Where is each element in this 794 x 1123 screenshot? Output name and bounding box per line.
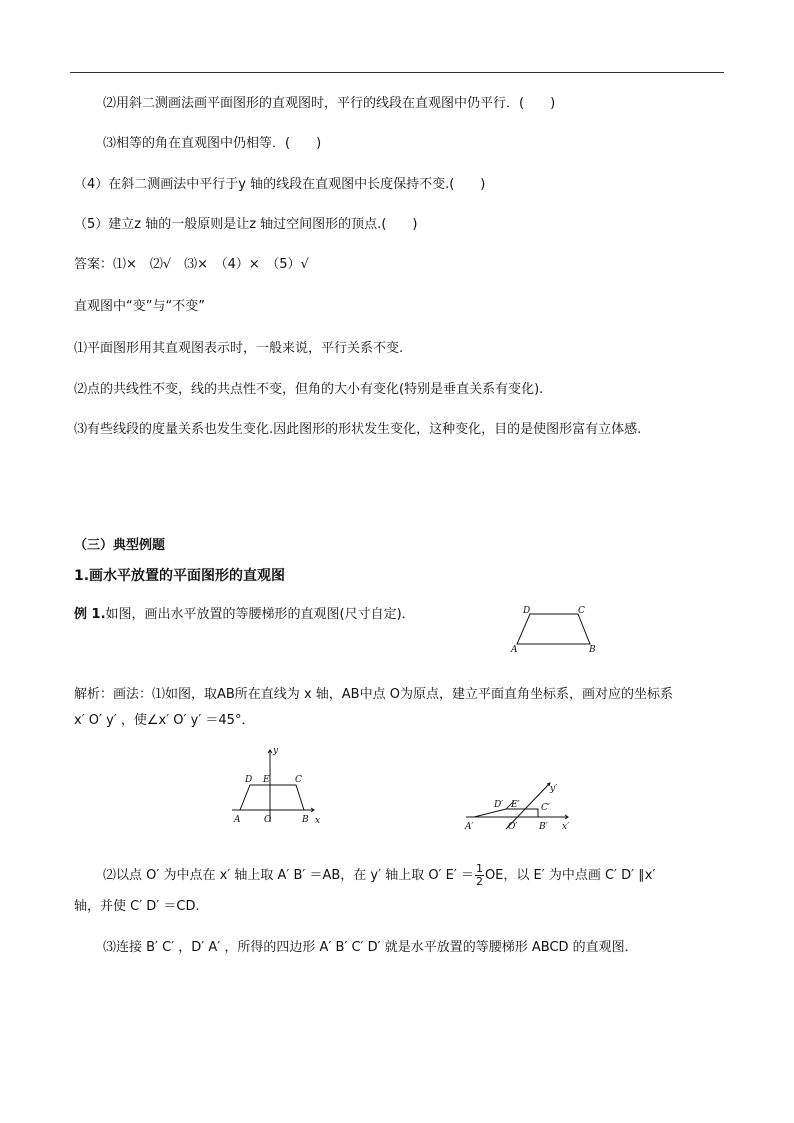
label-A-prime: A′ [465,822,474,832]
quad-A-B-C-D-prime [474,809,538,817]
label-E: E [263,775,270,785]
label-C: C [295,775,302,785]
label-y: y [273,746,279,756]
trapezoid-ABCD [240,785,304,810]
step2-text-b: OE，以 E′ 为中点画 C′ D′ ∥x′ [484,868,656,883]
fraction-one-half [475,863,484,888]
solution-line2: x′ O′ y′ ，使∠x′ O′ y′ ＝45°． [74,713,255,728]
section-subtitle: 1.画水平放置的平面图形的直观图 [74,568,286,584]
example-1 [74,606,415,624]
exercise-q4: （4）在斜二测画法中平行于y 轴的线段在直观图中长度保持不变.( ) [74,177,486,192]
label-D: D [523,606,531,616]
label-O: O [264,815,272,825]
oblique-figure [462,777,580,832]
exercise-q5: （5）建立z 轴的一般原则是让z 轴过空间图形的顶点.( ) [74,217,418,232]
label-x: x [315,816,321,826]
summary-p3: ⑶有些线段的度量关系也发生变化.因此图形的形状发生变化，这种变化，目的是使图形富有立体感. [74,422,642,437]
label-D-prime: D′ [494,800,504,810]
label-y-prime: y′ [550,784,558,794]
label-B: B [302,815,309,825]
label-D: D [245,775,253,785]
summary-heading: 直观图中“变”与“不变” [74,299,205,314]
label-C-prime: C′ [541,803,550,813]
trapezoid-shape [517,614,590,644]
section-title: （三）典型例题 [74,538,166,553]
example-text: 如图，画出水平放置的等腰梯形的直观图(尺寸自定)． [105,607,415,622]
header-rule [70,72,724,73]
solution-step3: ⑶连接 B′ C′ ，D′ A′ ，所得的四边形 A′ B′ C′ D′ 就是水平放置的等腰梯形 ABCD 的直观图． [103,940,638,955]
summary-p1: ⑴平面图形用其直观图表示时，一般来说，平行关系不变. [74,341,404,356]
label-C: C [578,606,585,616]
frac-numerator: 1 [475,862,483,875]
exercise-q3: ⑶相等的角在直观图中仍相等．( ) [103,136,322,151]
solution-line1: 解析：画法：⑴如图，取AB所在直线为 x 轴，AB中点 O为原点，建立平面直角坐标系，画对应的坐标系 [74,687,673,702]
label-B: B [589,645,596,655]
axes-figure [228,742,324,826]
solution-step2-cont: 轴，并使 C′ D′ ＝CD. [74,899,200,914]
label-E-prime: E′ [511,800,520,810]
label-O-prime: O′ [508,822,518,832]
summary-p2: ⑵点的共线性不变，线的共点性不变，但角的大小有变化(特别是垂直关系有变化). [74,382,544,397]
step2-text-a: ⑵以点 O′ 为中点在 x′ 轴上取 A′ B′ ＝AB，在 y′ 轴上取 O′ E′ ＝ [103,868,474,883]
exercise-q2: ⑵用斜二测画法画平面图形的直观图时，平行的线段在直观图中仍平行．( ) [103,96,556,111]
trapezoid-figure [505,600,610,655]
label-A: A [511,645,518,655]
label-x-prime: x′ [562,822,570,832]
example-label: 例 1. [74,607,106,622]
answer-line: 答案：⑴× ⑵√ ⑶× （4）× （5）√ [74,257,309,272]
frac-denominator: 2 [475,875,483,888]
label-A: A [234,815,241,825]
solution-step2 [103,863,655,888]
label-B-prime: B′ [539,822,548,832]
